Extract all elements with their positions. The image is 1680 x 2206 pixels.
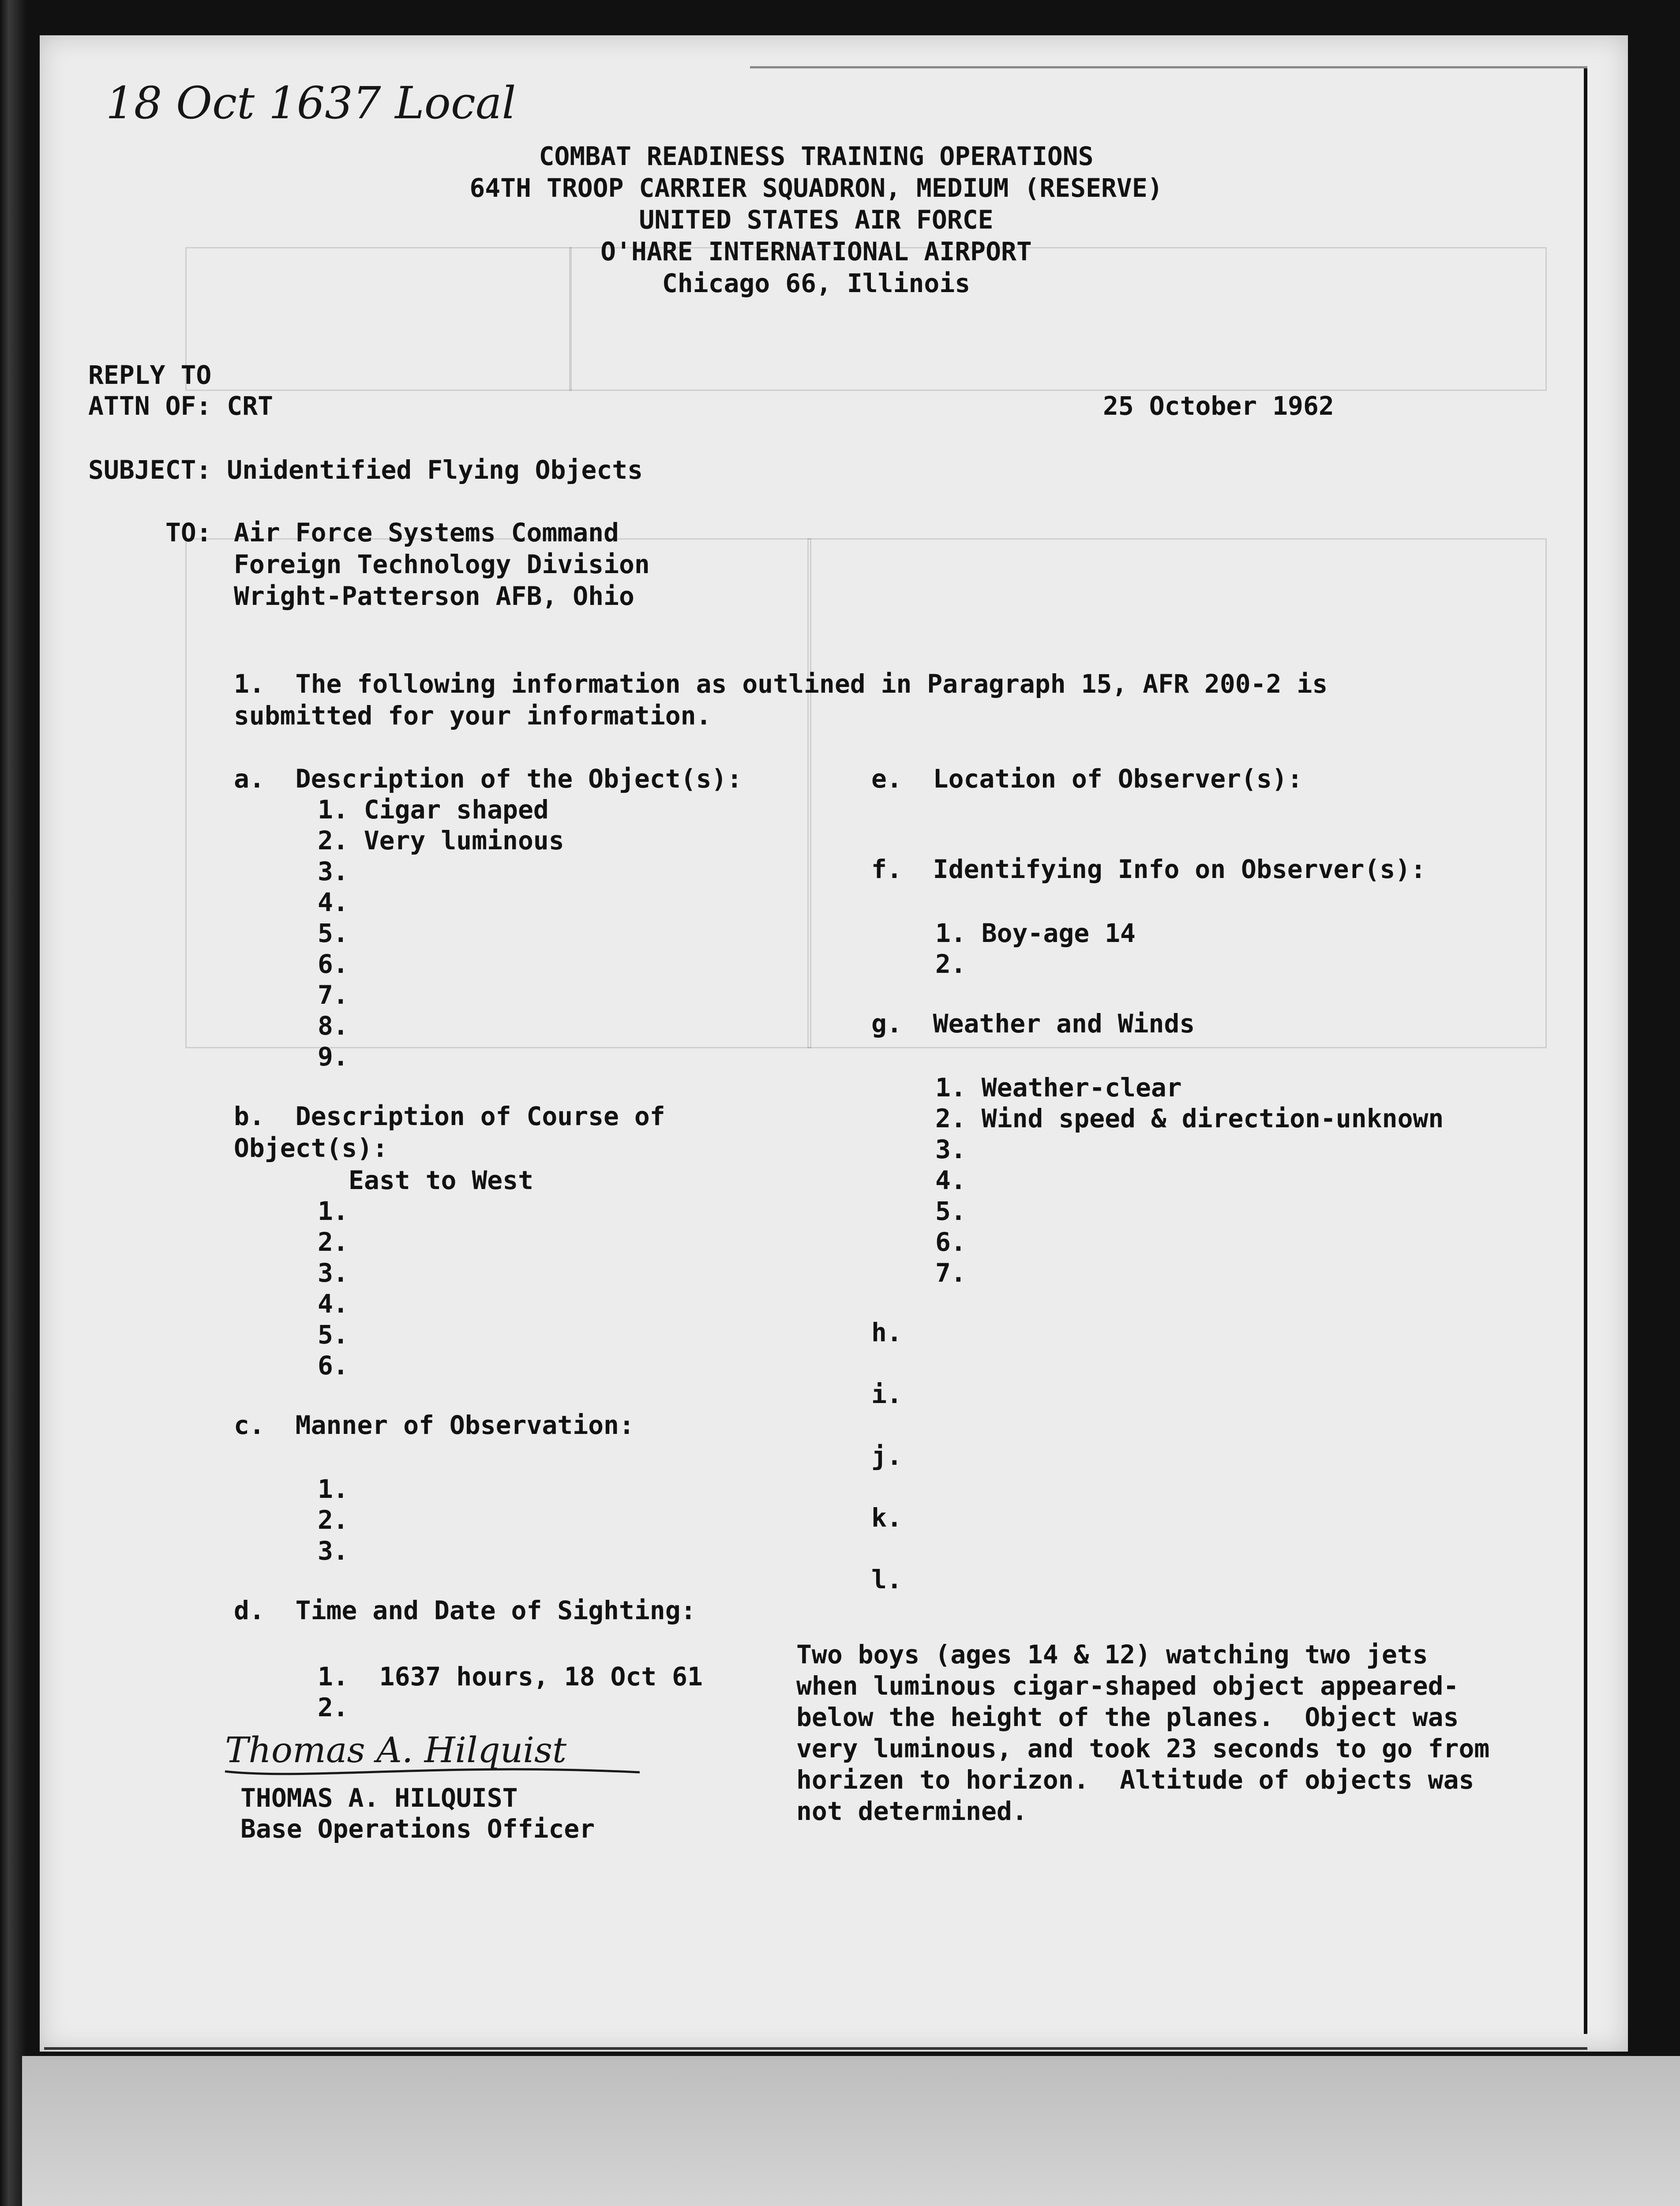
section-j-label: j. — [871, 1441, 902, 1471]
section-g-item: 4. — [935, 1165, 966, 1195]
section-a-item: 7. — [318, 980, 349, 1010]
section-a-item: 2. Very luminous — [318, 825, 564, 855]
section-d-item: 2. — [318, 1692, 349, 1722]
narrative-line: when luminous cigar-shaped object appeared- — [796, 1671, 1459, 1701]
signature-stroke — [221, 1758, 644, 1785]
section-f-heading: f. Identifying Info on Observer(s): — [871, 854, 1426, 884]
section-b-item: 3. — [318, 1258, 349, 1288]
section-f-item: 2. — [935, 949, 966, 979]
section-b-item: 6. — [318, 1351, 349, 1381]
letterhead-line-2: 64TH TROOP CARRIER SQUADRON, MEDIUM (RESERVE) — [469, 173, 1163, 203]
section-d-item: 1. 1637 hours, 18 Oct 61 — [318, 1662, 703, 1692]
section-g-item: 2. Wind speed & direction-unknown — [935, 1103, 1444, 1133]
reply-to-label: REPLY TO — [88, 360, 212, 390]
subject-line: SUBJECT: Unidentified Flying Objects — [88, 455, 643, 485]
narrative-line: very luminous, and took 23 seconds to go from — [796, 1733, 1490, 1763]
section-f-item: 1. Boy-age 14 — [935, 918, 1136, 948]
addressee-line-2: Foreign Technology Division — [234, 549, 650, 579]
section-b-item: 4. — [318, 1289, 349, 1319]
section-b-heading: b. Description of Course of — [234, 1101, 665, 1131]
section-c-item: 3. — [318, 1536, 349, 1566]
section-a-item: 4. — [318, 887, 349, 917]
attn-of-label: ATTN OF: CRT — [88, 391, 274, 421]
narrative-line: below the height of the planes. Object was — [796, 1702, 1459, 1732]
narrative-line: horizen to horizon. Altitude of objects was — [796, 1765, 1474, 1795]
section-g-heading: g. Weather and Winds — [871, 1009, 1195, 1039]
section-a-item: 3. — [318, 856, 349, 886]
narrative-line: Two boys (ages 14 & 12) watching two jets — [796, 1639, 1428, 1670]
section-b-item: 5. — [318, 1320, 349, 1350]
section-a-item: 8. — [318, 1011, 349, 1041]
section-g-item: 5. — [935, 1196, 966, 1226]
narrative-line: not determined. — [796, 1796, 1028, 1826]
addressee-line-3: Wright-Patterson AFB, Ohio — [234, 581, 634, 611]
letterhead-line-1: COMBAT READINESS TRAINING OPERATIONS — [539, 141, 1094, 171]
section-e-heading: e. Location of Observer(s): — [871, 764, 1303, 794]
section-g-item: 1. Weather-clear — [935, 1073, 1182, 1103]
letterhead-line-5: Chicago 66, Illinois — [662, 268, 971, 298]
section-b-item: 2. — [318, 1227, 349, 1257]
section-i-label: i. — [871, 1379, 902, 1409]
addressee-line-1: Air Force Systems Command — [234, 518, 619, 548]
section-g-item: 3. — [935, 1134, 966, 1164]
section-a-item: 6. — [318, 949, 349, 979]
section-b-course: East to West — [349, 1165, 534, 1195]
letter-date: 25 October 1962 — [1103, 391, 1334, 421]
section-c-item: 1. — [318, 1474, 349, 1504]
letterhead-line-3: UNITED STATES AIR FORCE — [639, 205, 994, 235]
handwritten-signature: Thomas A. Hilquist — [225, 1730, 567, 1771]
section-a-item: 5. — [318, 918, 349, 948]
section-g-item: 7. — [935, 1258, 966, 1288]
section-a-item: 1. Cigar shaped — [318, 795, 549, 825]
section-k-label: k. — [871, 1503, 902, 1533]
section-c-item: 2. — [318, 1505, 349, 1535]
intro-line-1: 1. The following information as outlined in Paragraph 15, AFR 200-2 is — [234, 669, 1328, 699]
section-c-heading: c. Manner of Observation: — [234, 1410, 634, 1440]
section-b-item: 1. — [318, 1196, 349, 1226]
to-label: TO: — [165, 518, 212, 548]
handwritten-note: 18 Oct 1637 Local — [106, 77, 516, 129]
section-d-heading: d. Time and Date of Sighting: — [234, 1595, 696, 1625]
section-h-label: h. — [871, 1317, 902, 1347]
signer-name: THOMAS A. HILQUIST — [240, 1783, 518, 1813]
section-b-heading-cont: Object(s): — [234, 1133, 388, 1163]
section-a-item: 9. — [318, 1042, 349, 1072]
intro-line-2: submitted for your information. — [234, 701, 712, 731]
letterhead-line-4: O'HARE INTERNATIONAL AIRPORT — [600, 236, 1032, 266]
section-a-heading: a. Description of the Object(s): — [234, 764, 742, 794]
section-g-item: 6. — [935, 1227, 966, 1257]
signer-title: Base Operations Officer — [240, 1814, 595, 1844]
section-l-label: l. — [871, 1564, 902, 1594]
